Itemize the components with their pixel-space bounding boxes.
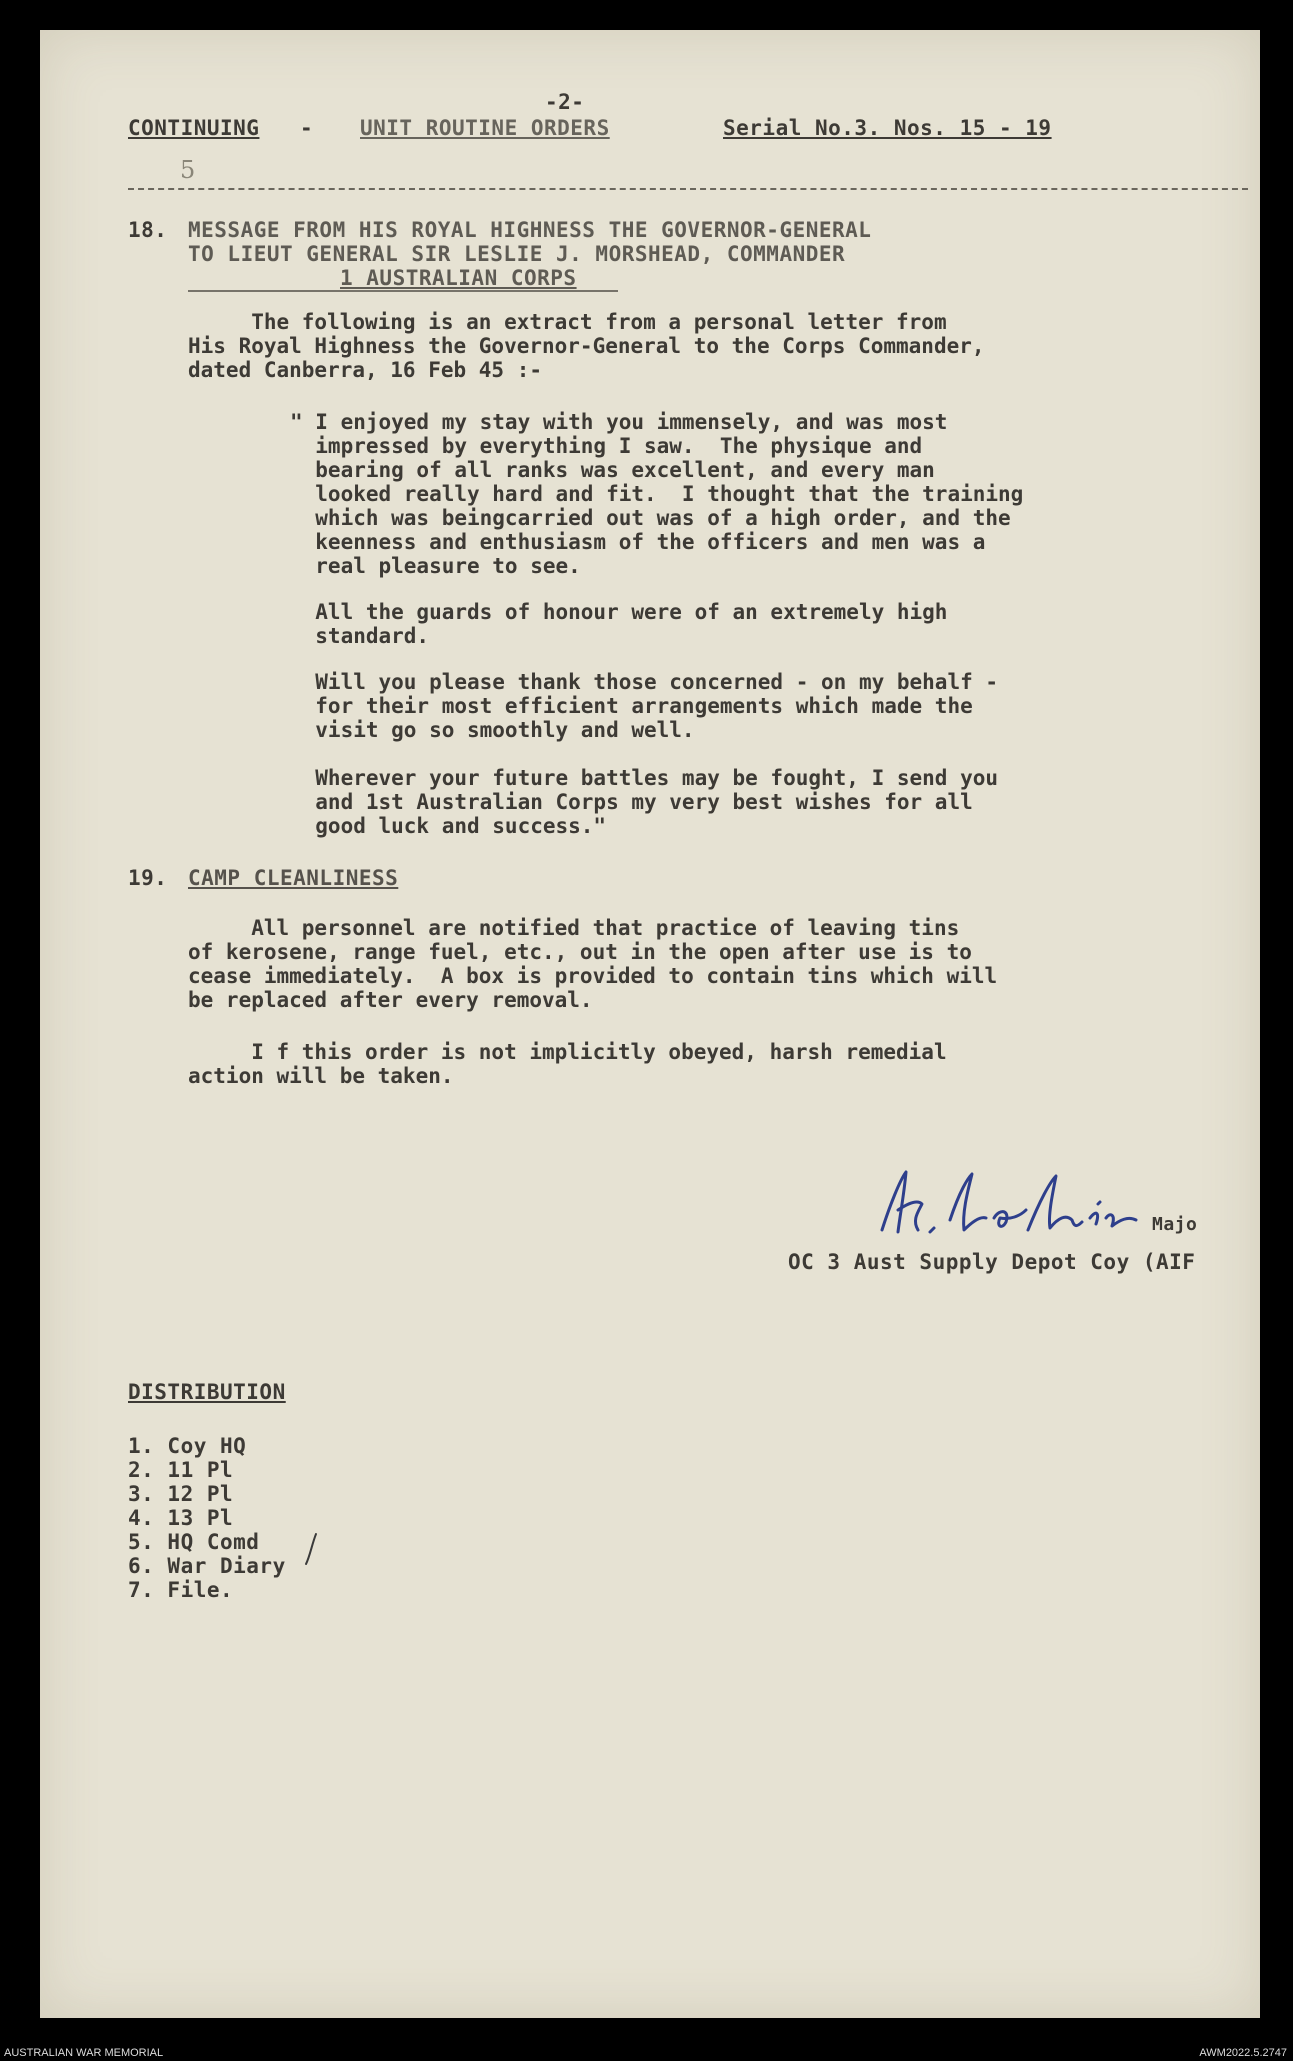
item-18-number: 18. — [128, 218, 168, 242]
quote-paragraph-3: Will you please thank those concerned - on my behalf - for their most efficient arrangements which made the visit go so smoothly and well. — [315, 670, 999, 742]
item-19-paragraph-2: I f this order is not implicitly obeyed, harsh remedial action will be taken. — [188, 1040, 947, 1088]
handwritten-signature — [860, 1160, 1200, 1250]
distribution-item: 5. HQ Comd — [128, 1530, 260, 1554]
document-page — [40, 30, 1260, 2018]
item-18-heading-line1: MESSAGE FROM HIS ROYAL HIGHNESS THE GOVERNOR-GENERAL — [188, 218, 872, 242]
quote-paragraph-1: " I enjoyed my stay with you immensely, and was most impressed by everything I saw. The physique and bearing of all ranks was excellent, and every man looked really hard and fit. I thought that the training which was beingcarried out was of a high order, and the keenness and enthusiasm of the officers and men was a real pleasure to see. — [290, 410, 1024, 578]
signatory-unit: OC 3 Aust Supply Depot Coy (AIF — [788, 1250, 1196, 1274]
header-divider — [128, 188, 1248, 190]
item-18-heading-underline — [188, 290, 618, 292]
distribution-item: 1. Coy HQ — [128, 1434, 247, 1458]
orders-title: UNIT ROUTINE ORDERS — [360, 116, 610, 140]
footer-accession-number: AWM2022.5.2747 — [1199, 2047, 1287, 2059]
item-18-heading-line2: TO LIEUT GENERAL SIR LESLIE J. MORSHEAD, COMMANDER — [188, 242, 846, 266]
signatory-rank: Majo — [1152, 1214, 1198, 1235]
item-19-heading: CAMP CLEANLINESS — [188, 866, 399, 890]
distribution-item: 7. File. — [128, 1578, 234, 1602]
distribution-item: 2. 11 Pl — [128, 1458, 234, 1482]
quote-paragraph-4: Wherever your future battles may be fought, I send you and 1st Australian Corps my very best wishes for all good luck and success." — [315, 766, 999, 838]
item-19-paragraph-1: All personnel are notified that practice of leaving tins of kerosene, range fuel, etc., out in the open after use is to cease immediately. A box is provided to contain tins which will be replaced after every removal. — [188, 916, 998, 1012]
distribution-item: 4. 13 Pl — [128, 1506, 234, 1530]
distribution-list — [128, 1434, 286, 1602]
distribution-item: 6. War Diary — [128, 1554, 286, 1578]
distribution-heading: DISTRIBUTION — [128, 1380, 286, 1404]
handwritten-tick-mark — [302, 1530, 322, 1570]
serial-number: Serial No.3. Nos. 15 - 19 — [723, 116, 1052, 140]
distribution-item: 3. 12 Pl — [128, 1482, 234, 1506]
item-18-intro: The following is an extract from a personal letter from His Royal Highness the Governor-General to the Corps Commander, dated Canberra, 16 Feb 45 :- — [188, 310, 985, 382]
continuing-label: CONTINUING — [128, 116, 260, 140]
quote-paragraph-2: All the guards of honour were of an extremely high standard. — [315, 600, 948, 648]
handwritten-page-mark: 5 — [180, 156, 196, 184]
item-18-heading-line3: 1 AUSTRALIAN CORPS — [340, 266, 577, 290]
footer-credit: AUSTRALIAN WAR MEMORIAL — [4, 2047, 164, 2059]
page-number: -2- — [545, 90, 585, 114]
item-19-number: 19. — [128, 866, 168, 890]
header-dash: - — [300, 116, 314, 140]
